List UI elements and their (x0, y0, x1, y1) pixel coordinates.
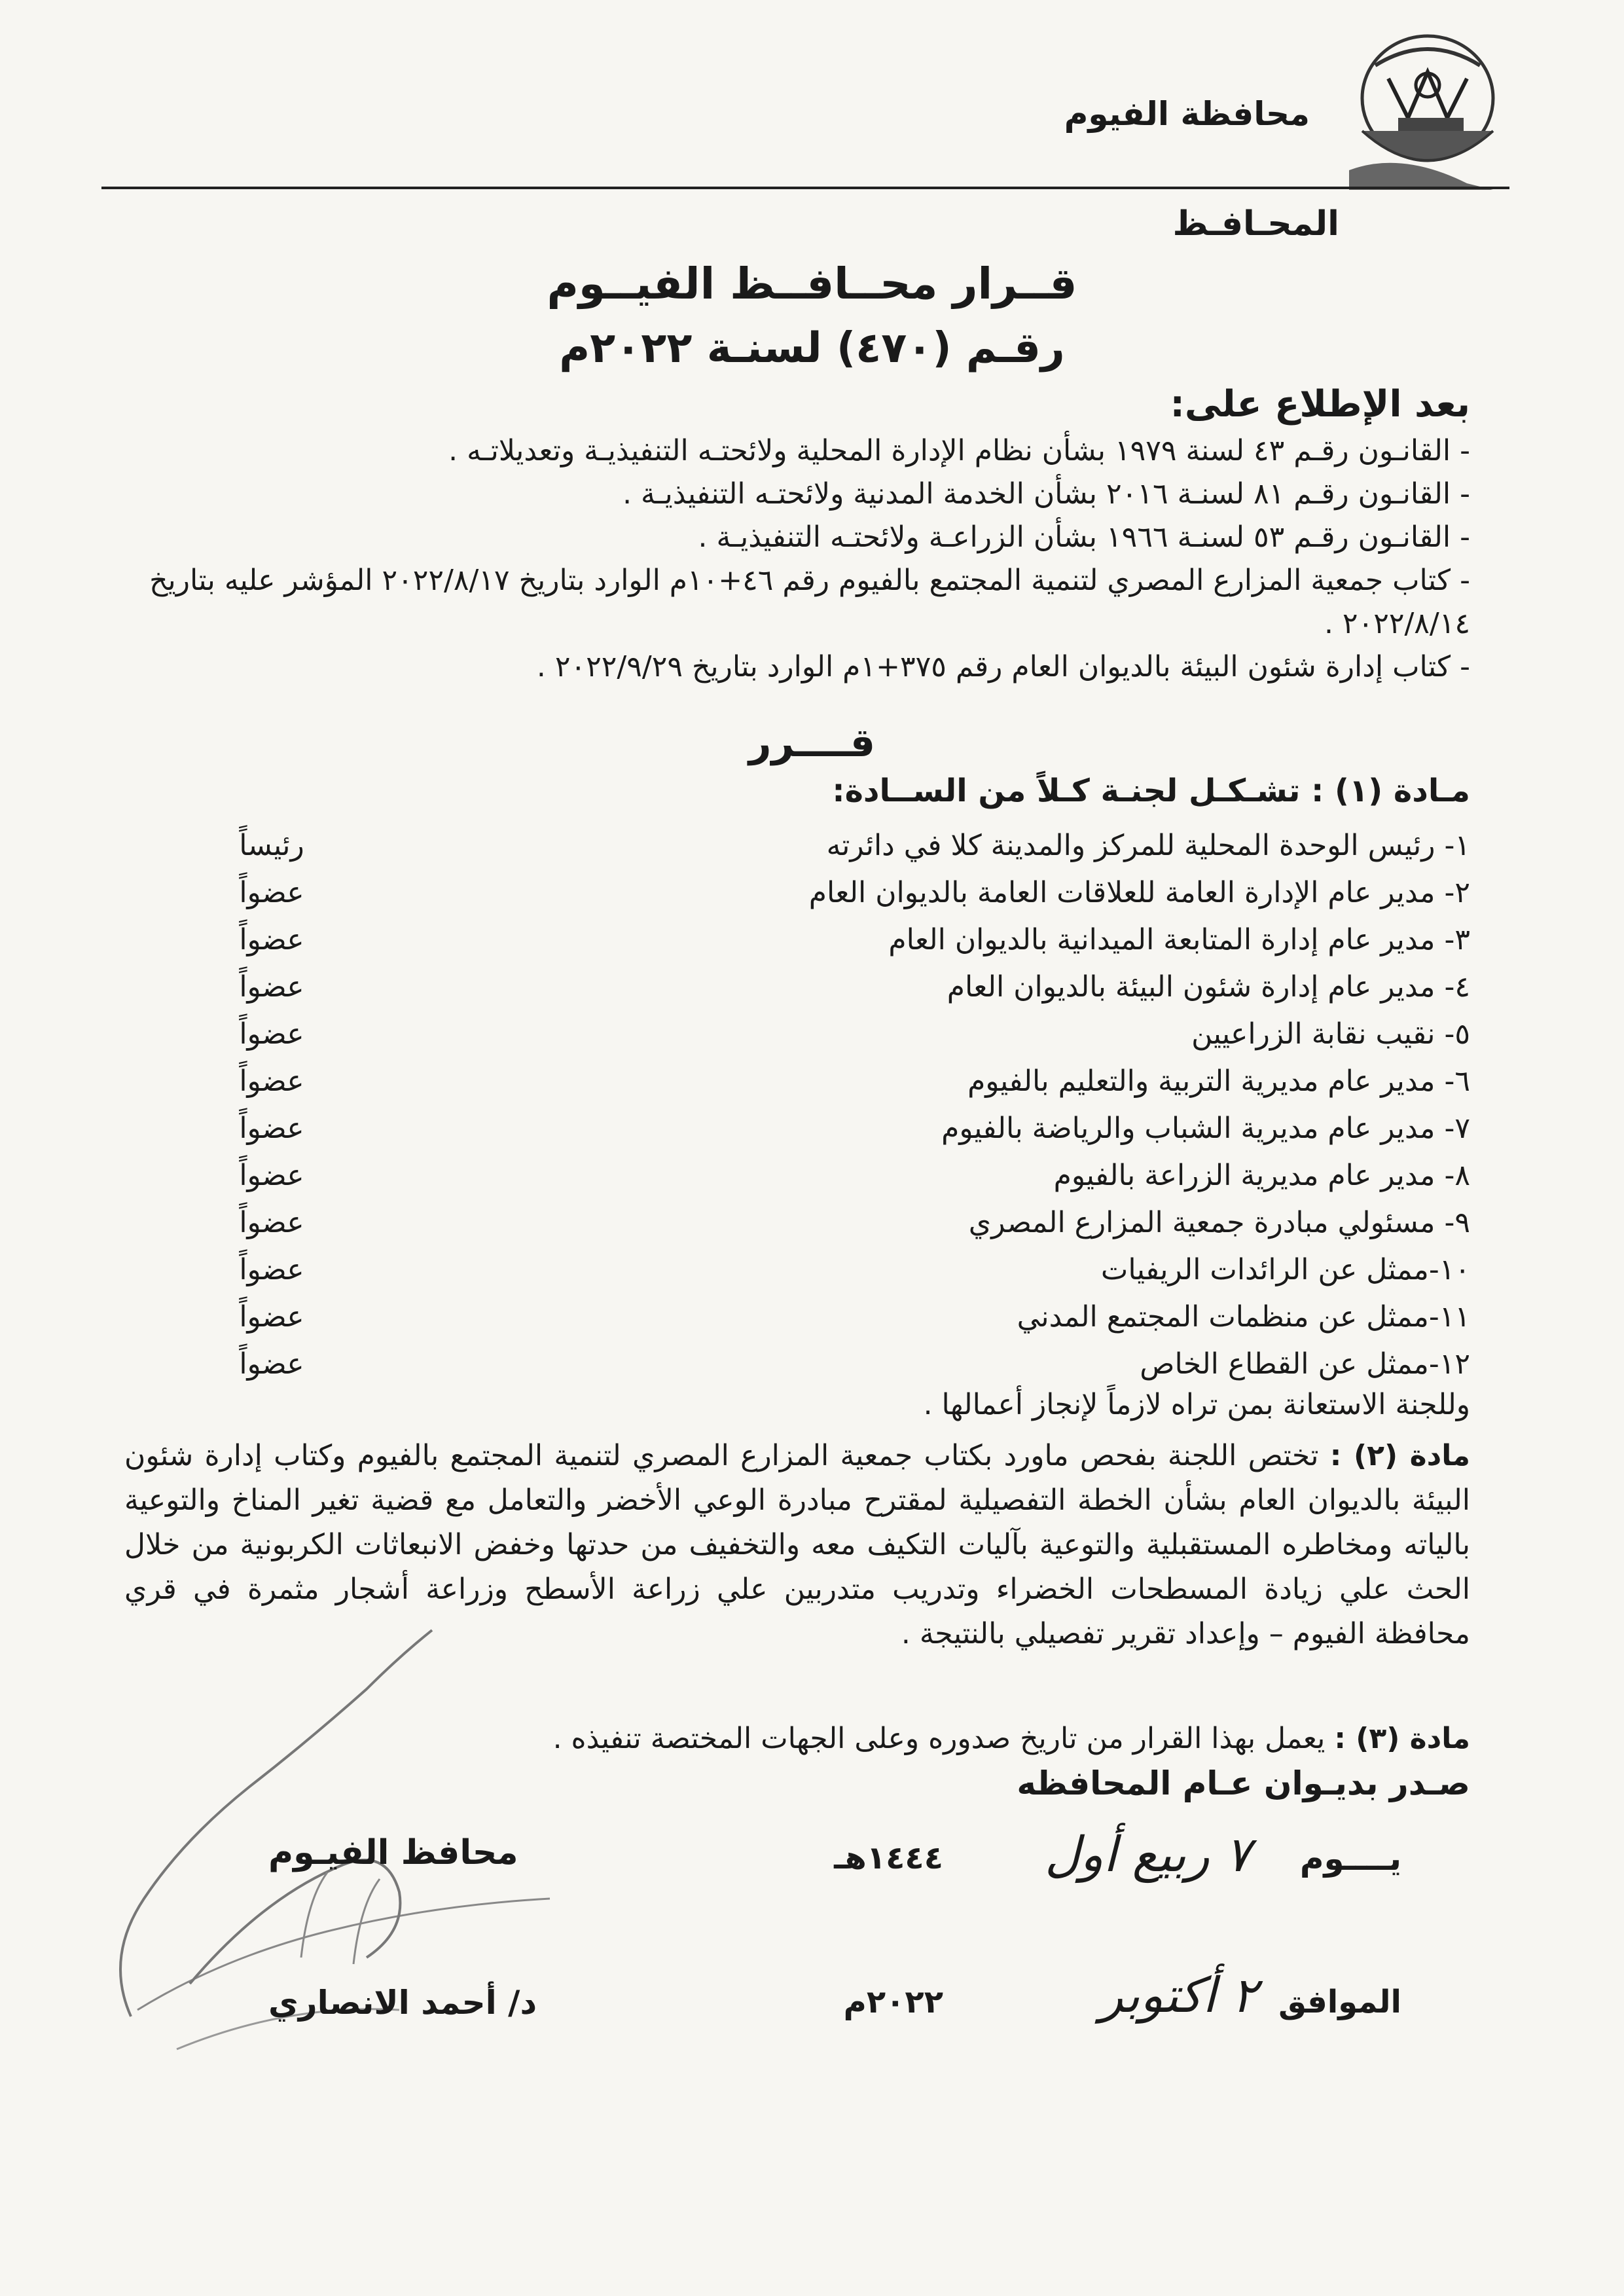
member-title: ٧- مدير عام مديرية الشباب والرياضة بالفيوم (941, 1111, 1470, 1145)
hijri-date (747, 1827, 1401, 1892)
fayoum-governorate-emblem-icon (1336, 20, 1506, 196)
list-item (216, 1340, 1470, 1387)
gregorian-date (747, 1964, 1401, 2030)
gregorian-handwritten-date: ٢ أكتوبر (1099, 1967, 1257, 2024)
office-title: المحـافـظ (1172, 204, 1339, 244)
member-role: عضواً (239, 875, 304, 909)
member-role: عضواً (239, 1300, 304, 1334)
member-role: رئيساً (239, 828, 304, 862)
document-header (105, 20, 1506, 196)
member-role: عضواً (239, 1205, 304, 1239)
hijri-year: ١٤٤٤هـ (834, 1840, 943, 1876)
list-item (216, 1293, 1470, 1340)
header-divider (101, 187, 1509, 189)
member-title: ٢- مدير عام الإدارة العامة للعلاقات العامة بالديوان العام (808, 875, 1470, 909)
list-item (216, 869, 1470, 916)
member-title: ١١-ممثل عن منظمات المجتمع المدني (1017, 1300, 1470, 1334)
preamble-item: - القانـون رقـم ٤٣ لسنة ١٩٧٩ بشأن نظام الإدارة المحلية ولائحتـه التنفيذيـة وتعديلاتـه . (448, 434, 1470, 467)
preamble (118, 383, 1470, 689)
article-2-label: مادة (٢) : (1329, 1439, 1470, 1472)
article-3-label: مادة (٣) : (1334, 1722, 1470, 1755)
governorate-name: محافظة الفيوم (1064, 95, 1310, 133)
member-role: عضواً (239, 922, 304, 957)
member-title: ٩- مسئولي مبادرة جمعية المزارع المصري (968, 1205, 1470, 1239)
hijri-day-label: يــــوم (1299, 1840, 1401, 1878)
member-role: عضواً (239, 1347, 304, 1381)
list-item (216, 1010, 1470, 1057)
list-item (216, 1199, 1470, 1246)
signatory-title: محافظ الفيـوم (268, 1833, 518, 1872)
list-item (216, 1057, 1470, 1104)
member-role: عضواً (239, 1017, 304, 1051)
member-title: ٣- مدير عام إدارة المتابعة الميدانية بالديوان العام (888, 922, 1470, 957)
member-title: ١٢-ممثل عن القطاع الخاص (1140, 1347, 1470, 1381)
list-item (216, 822, 1470, 869)
decision-number: رقـم (٤٧٠) لسنـة ٢٠٢٢م (559, 324, 1065, 373)
list-item (216, 916, 1470, 963)
article-3-text: يعمل بهذا القرار من تاريخ صدوره وعلى الجهات المختصة تنفيذه . (552, 1722, 1326, 1755)
preamble-item: - القانـون رقـم ٨١ لسنـة ٢٠١٦ بشأن الخدمة المدنية ولائحتـه التنفيذيـة . (623, 477, 1470, 511)
signatory-name: د/ أحمد الانصاري (268, 1984, 537, 2022)
decides-heading: قــــرر (748, 720, 876, 766)
list-item (216, 1104, 1470, 1152)
preamble-item: - القانـون رقـم ٥٣ لسنـة ١٩٦٦ بشأن الزراعـة ولائحتـه التنفيذيـة . (698, 520, 1470, 554)
preamble-heading: بعد الإطلاع على: (1170, 383, 1470, 426)
member-title: ١- رئيس الوحدة المحلية للمركز والمدينة كلا في دائرته (826, 828, 1470, 862)
member-title: ٥- نقيب نقابة الزراعيين (1191, 1017, 1470, 1051)
member-title: ٨- مدير عام مديرية الزراعة بالفيوم (1053, 1158, 1470, 1192)
member-role: عضواً (239, 1158, 304, 1192)
preamble-item: - كتاب إدارة شئون البيئة بالديوان العام رقم ٣٧٥+١م الوارد بتاريخ ٢٠٢٢/٩/٢٩ . (536, 650, 1470, 683)
committee-note: وللجنة الاستعانة بمن تراه لازماً لإنجاز أعمالها . (923, 1388, 1470, 1421)
gregorian-year: ٢٠٢٢م (843, 1984, 943, 2020)
member-role: عضواً (239, 1252, 304, 1286)
decision-title: قــرار محــافــظ الفيــوم (547, 259, 1077, 309)
gregorian-prefix: الموافق (1278, 1984, 1401, 2020)
committee-members-list (216, 822, 1470, 1387)
member-role: عضواً (239, 1111, 304, 1145)
issued-statement: صـدر بديـوان عـام المحافظه (1017, 1764, 1470, 1802)
list-item (216, 1152, 1470, 1199)
article-1-heading: مـادة (١) : تشـكـل لجنـة كـلاً من الســادة: (832, 773, 1470, 809)
member-title: ٤- مدير عام إدارة شئون البيئة بالديوان العام (947, 970, 1470, 1004)
hijri-handwritten-date: ٧ ربيع أول (1045, 1827, 1251, 1883)
list-item (216, 1246, 1470, 1293)
member-role: عضواً (239, 1064, 304, 1098)
list-item (216, 963, 1470, 1010)
member-title: ١٠-ممثل عن الرائدات الريفيات (1100, 1252, 1470, 1286)
member-title: ٦- مدير عام مديرية التربية والتعليم بالفيوم (967, 1064, 1470, 1098)
member-role: عضواً (239, 970, 304, 1004)
article-2-text: تختص اللجنة بفحص ماورد بكتاب جمعية المزارع المصري لتنمية المجتمع بالفيوم وكتاب إدارة شئون البيئة بالديوان العام بشأن الخطة التفصيلية لمقترح مبادرة الوعي الأخضر والتعامل مع قضية تغير المناخ والتوعية بالياته ومخاطره المستقبلية والتوعية بآليات التكيف معه والتخفيف من حدتها وخفض الانبعاثات الكربونية من خلال الحث علي زيادة المسطحات الخضراء وتدريب متدربين علي زراعة الأسطح وزراعة أشجار مثمرة في قري محافظة الفيوم – وإعداد تقرير تفصيلي بالنتيجة . (124, 1439, 1470, 1650)
preamble-item: - كتاب جمعية المزارع المصري لتنمية المجتمع بالفيوم رقم ٤٦+١٠م الوارد بتاريخ ٢٠٢٢/٨/١٧ المؤشر عليه بتاريخ ٢٠٢٢/٨/١٤ . (149, 564, 1470, 640)
